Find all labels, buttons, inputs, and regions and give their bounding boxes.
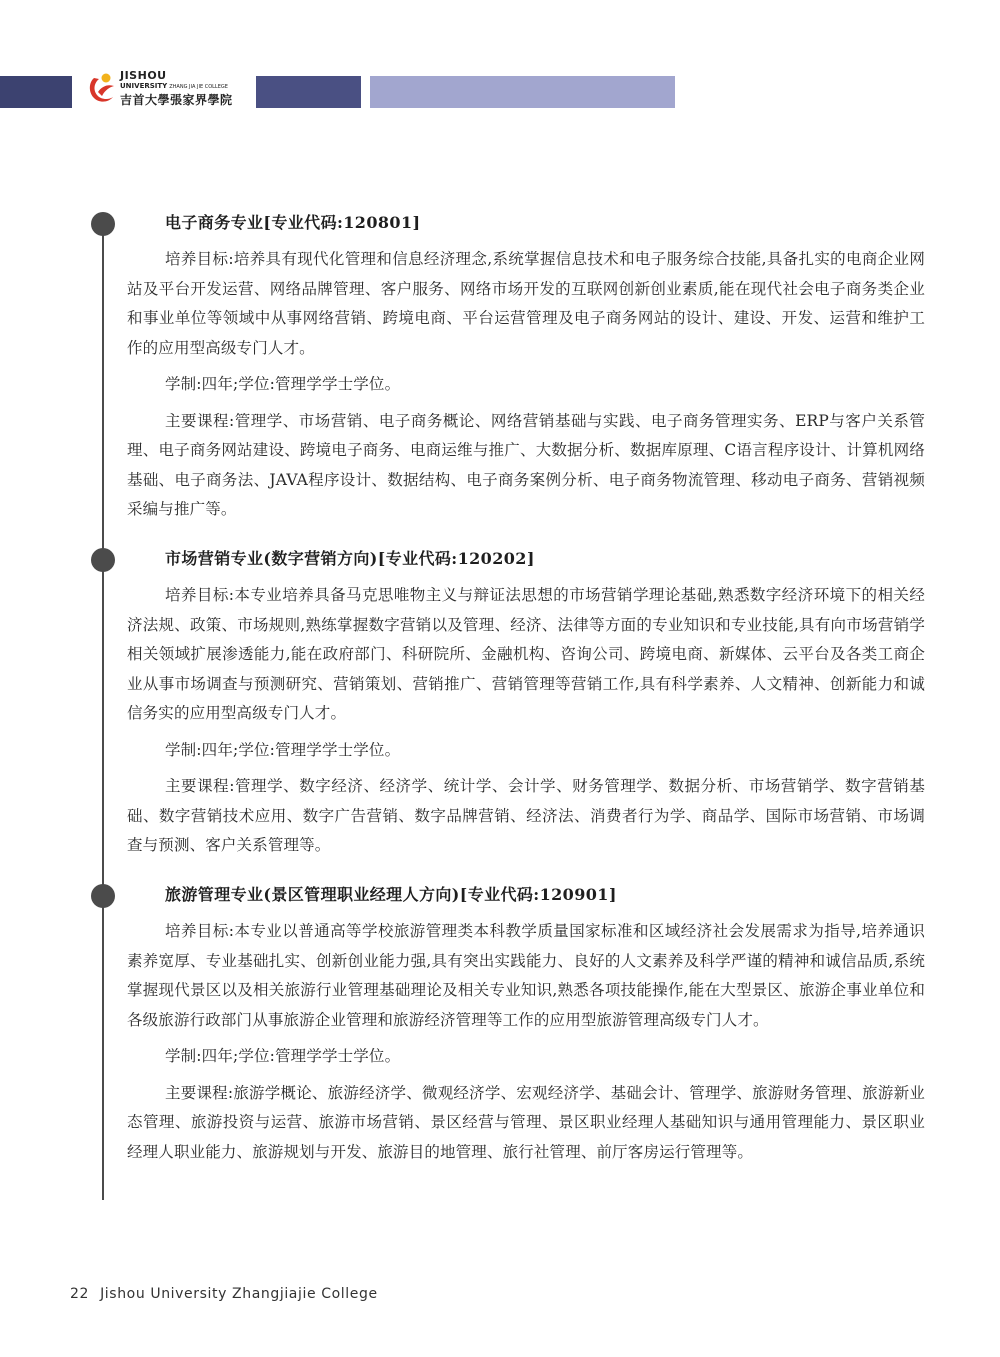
major-objective: 培养目标:培养具有现代化管理和信息经济理念,系统掌握信息技术和电子服务综合技能,具备扎实的电商企业网站及平台开发运营、网络品牌管理、客户服务、网络市场开发的互联网创新创业素质,能在现代社会电子商务类企业和事业单位等领域中从事网络营销、跨境电商、平台运营管理及电子商务网站的设计、建设、开发、运营和维护工作的应用型高级专门人才。 <box>127 250 925 357</box>
logo-en-college: ZHANG JIA JIE COLLEGE <box>169 84 228 90</box>
timeline-dot <box>91 884 115 908</box>
major-duration: 学制:四年;学位:管理学学士学位。 <box>165 1047 401 1065</box>
page-number: 22 <box>70 1286 90 1302</box>
logo-emblem-icon <box>86 72 116 106</box>
major-title: 电子商务专业[专业代码:120801] <box>165 213 421 232</box>
header-bar-mid <box>256 76 361 108</box>
major-duration: 学制:四年;学位:管理学学士学位。 <box>165 740 401 759</box>
footer-text: Jishou University Zhangjiajie College <box>100 1286 378 1302</box>
page-footer <box>70 1286 378 1302</box>
major-courses: 主要课程:旅游学概论、旅游经济学、微观经济学、宏观经济学、基础会计、管理学、旅游财务管理、旅游新业态管理、旅游投资与运营、旅游市场营销、景区经营与管理、景区职业经理人基础知识与通用管理能力、景区职业经理人职业能力、旅游规划与开发、旅游目的地管理、旅行社管理、前厅客房运行管理等。 <box>127 1083 925 1161</box>
major-objective: 培养目标:本专业培养具备马克思唯物主义与辩证法思想的市场营销学理论基础,熟悉数字经济环境下的相关经济法规、政策、市场规则,熟练掌握数字营销以及管理、经济、法律等方面的专业知识和专业技能,具有向市场营销学相关领域扩展渗透能力,能在政府部门、科研院所、金融机构、咨询公司、跨境电商、新媒体、云平台及各类工商企业从事市场调查与预测研究、营销策划、营销推广、营销管理等营销工作,具有科学素养、人文精神、创新能力和诚信务实的应用型高级专门人才。 <box>127 586 925 722</box>
logo-cn-name: 吉首大學張家界學院 <box>120 93 233 107</box>
timeline-dot <box>91 212 115 236</box>
major-courses: 主要课程:管理学、市场营销、电子商务概论、网络营销基础与实践、电子商务管理实务、ERP与客户关系管理、电子商务网站建设、跨境电子商务、电商运维与推广、大数据分析、数据库原理、C语言程序设计、计算机网络基础、电子商务法、JAVA程序设计、数据结构、电子商务案例分析、电子商务物流管理、移动电子商务、营销视频采编与推广等。 <box>127 411 925 518</box>
logo-en-line2 <box>120 82 228 91</box>
timeline-dot <box>91 548 115 572</box>
major-title: 市场营销专业(数字营销方向)[专业代码:120202] <box>165 549 535 568</box>
major-section-tourism <box>127 883 925 1174</box>
logo-en-line1: JISHOU <box>120 69 167 82</box>
major-section-ecommerce <box>127 211 925 532</box>
major-section-marketing <box>127 547 925 868</box>
timeline-line <box>102 222 104 1200</box>
header-bar-left <box>0 76 72 108</box>
major-title: 旅游管理专业(景区管理职业经理人方向)[专业代码:120901] <box>165 885 617 904</box>
major-courses: 主要课程:管理学、数字经济、经济学、统计学、会计学、财务管理学、数据分析、市场营销学、数字营销基础、数字营销技术应用、数字广告营销、数字品牌营销、经济法、消费者行为学、商品学、国际市场营销、市场调查与预测、客户关系管理等。 <box>127 777 925 854</box>
major-duration: 学制:四年;学位:管理学学士学位。 <box>165 375 401 393</box>
college-logo <box>86 68 256 112</box>
logo-en-university: UNIVERSITY <box>120 82 168 90</box>
header-bar-right <box>370 76 675 108</box>
major-objective: 培养目标:本专业以普通高等学校旅游管理类本科教学质量国家标准和区域经济社会发展需求为指导,培养通识素养宽厚、专业基础扎实、创新创业能力强,具有突出实践能力、良好的人文素养及科学严谨的精神和诚信品质,系统掌握现代景区以及相关旅游行业管理基础理论及相关专业知识,熟悉各项技能操作,能在大型景区、旅游企事业单位和各级旅游行政部门从事旅游企业管理和旅游经济管理等工作的应用型旅游管理高级专门人才。 <box>127 922 925 1029</box>
